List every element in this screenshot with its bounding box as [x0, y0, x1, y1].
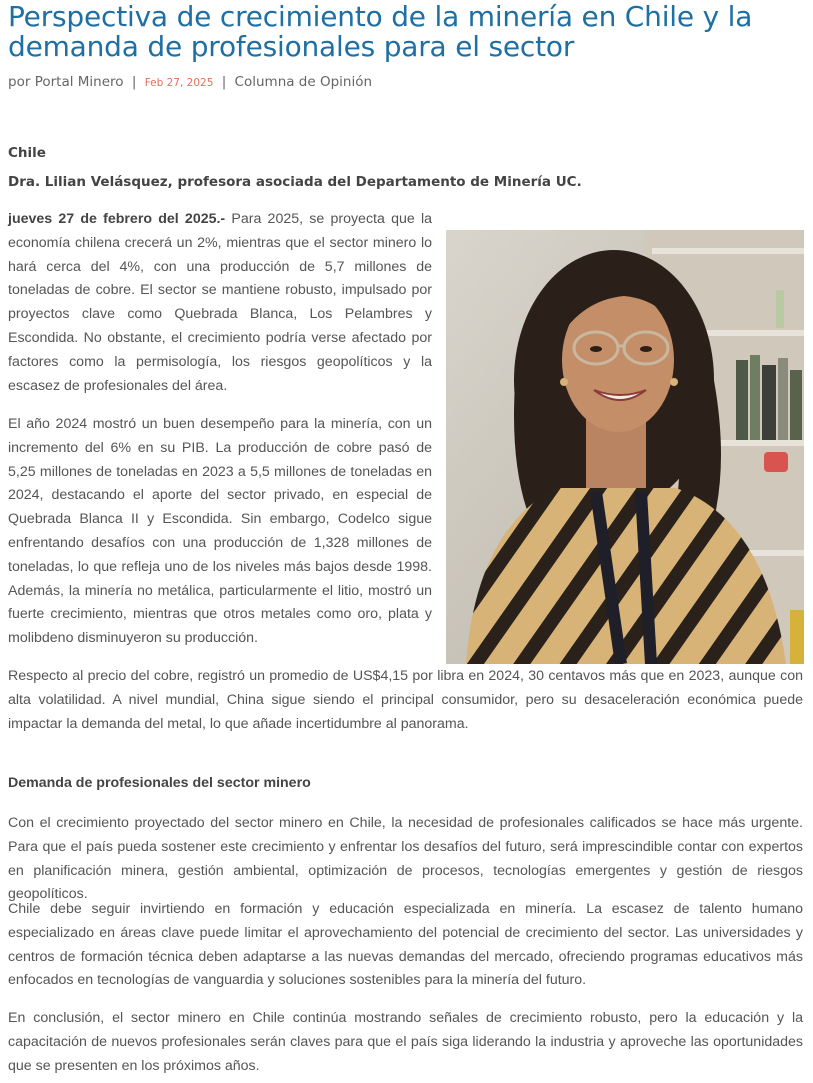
paragraph-2024: El año 2024 mostró un buen desempeño para la minería, con un incremento del 6% en su PIB. La producción de cobre pasó de 5,25 millones de toneladas en 2023 a 5,5 millones de toneladas en 2024, destacando el aporte del sector privado, en especial de Quebrada Blanca II y Escondida. Sin embargo, Codelco sigue enfrentando desafíos con una producción de 1,328 millones de toneladas, lo que refleja uno de los niveles más bajos desde 1998. Además, la minería no metálica, particularmente el litio, mostró un fuerte crecimiento, mientras que otros metales como oro, plata y molibdeno disminuyeron su producción.: [8, 416, 432, 647]
article-title: Perspectiva de crecimiento de la minería en Chile y la demanda de profesionales para el sector: [8, 0, 753, 63]
paragraph-text: Para 2025, se proyecta que la economía chilena crecerá un 2%, mientras que el sector minero lo hará cerca del 4%, con una producción de 5,7 millones de toneladas de cobre. El sector se mantiene robusto, impulsado por proyectos clave como Quebrada Blanca, Los Pelambres y Escondida. No obstante, el crecimiento podría verse afectado por factores como la permisología, los riesgos geopolíticos y la escasez de profesionales del área.: [8, 211, 432, 394]
post-meta: [8, 74, 372, 90]
paragraph-copper-price: Respecto al precio del cobre, registró un promedio de US$4,15 por libra en 2024, 30 centavos más que en 2023, aunque con alta volatilidad. A nivel mundial, China sigue siendo el principal consumidor, pero su desaceleración económica puede impactar la demanda del metal, lo que añade incertidumbre al panorama.: [8, 668, 803, 732]
portrait-illustration: [446, 230, 804, 664]
author-portrait-image: [446, 230, 804, 664]
meta-separator: |: [131, 74, 137, 90]
paragraph-demand: Con el crecimiento proyectado del sector minero en Chile, la necesidad de profesionales calificados se hace más urgente. Para que el país pueda sostener este crecimiento y enfrentar los desafíos del futuro, será imprescindible contar con expertos en planificación minera, gestión ambiental, optimización de procesos, tecnologías emergentes y gestión de riesgos geopolíticos.: [8, 815, 803, 903]
paragraph-intro: [8, 208, 432, 398]
author-byline: Dra. Lilian Velásquez, profesora asociada del Departamento de Minería UC.: [8, 174, 582, 190]
meta-separator: |: [221, 74, 227, 90]
post-date: Feb 27, 2025: [144, 77, 214, 89]
author-link[interactable]: Portal Minero: [34, 74, 124, 90]
country-label: Chile: [8, 145, 46, 161]
paragraph-conclusion: En conclusión, el sector minero en Chile continúa mostrando señales de crecimiento robusto, pero la educación y la capacitación de nuevos profesionales serán claves para que el país siga liderando la industria y aproveche las oportunidades que se presenten en los próximos años.: [8, 1010, 803, 1074]
paragraph-education: Chile debe seguir invirtiendo en formación y educación especializada en minería. La escasez de talento humano especializado en áreas clave puede limitar el aprovechamiento del potencial de crecimiento del sector. Las universidades y centros de formación técnica deben adaptarse a las nuevas demandas del mercado, ofreciendo programas educativos más enfocados en tecnologías de vanguardia y soluciones sostenibles para la minería del futuro.: [8, 901, 803, 989]
category-link[interactable]: Columna de Opinión: [234, 74, 373, 90]
lead-date: jueves 27 de febrero del 2025.-: [8, 211, 226, 227]
section-subheading: Demanda de profesionales del sector minero: [8, 775, 311, 791]
meta-by: por: [8, 74, 31, 90]
